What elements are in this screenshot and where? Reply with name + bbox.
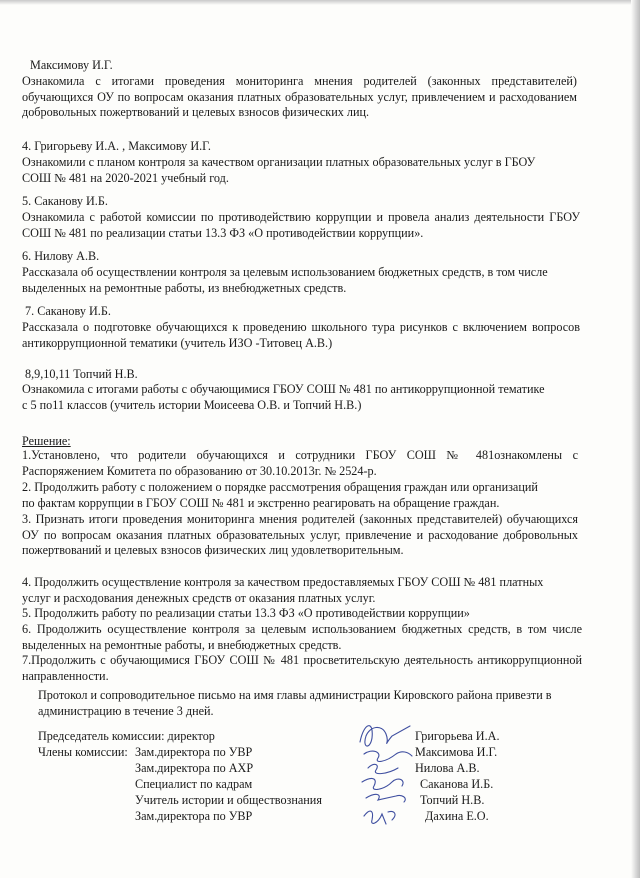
member-role-5: Зам.директора по УВР: [135, 809, 253, 823]
decision-point-4-line-1: 4. Продолжить осуществление контроля за качеством предоставляемых ГБОУ СОШ № 481 платных: [22, 575, 544, 589]
item-6-name: 6. Нилову А.В.: [22, 249, 100, 263]
decision-point-5: 5. Продолжить работу по реализации статьи 13.3 ФЗ «О противодействии коррупции»: [22, 606, 470, 620]
decision-point-6: 6. Продолжить осуществление контроля за целевым использованием бюджетных средств, в том числе выделенных на ремонтные работы, и внебюджетных средств.: [22, 622, 582, 652]
decision-point-2-line-1: 2. Продолжить работу с положением о порядке рассмотрения обращения граждан или организаций: [22, 480, 538, 494]
item-6-text: [22, 265, 580, 296]
decision-point-7: 7.Продолжить с обучающимися ГБОУ СОШ № 481 просветительскую деятельность антикоррупционной направленности.: [22, 653, 582, 683]
scan-edge-right: [631, 0, 640, 878]
signer-name-4: Саканова И.Б.: [420, 777, 494, 791]
decision-point-4-line-2: услуг и расходования денежных средств от оказания платных услуг.: [22, 590, 376, 605]
protocol-line-2: администрацию в течение 3 дней.: [38, 703, 214, 718]
item-6-line-2: выделенных на ремонтные работы, из внебюджетных средств.: [22, 280, 347, 295]
item-8-line-1: Ознакомила с итогами работы с обучающимися ГБОУ СОШ № 481 по антикоррупционной тематике: [22, 382, 545, 396]
member-role-1: Зам.директора по УВР: [135, 745, 253, 759]
decision-heading: Решение:: [22, 434, 71, 448]
item-7-text: Рассказала о подготовке обучающихся к проведению школьного тура рисунков с включением вопросов антикоррупционной тематики (учитель ИЗО -Титовец А.В.): [22, 320, 580, 350]
members-label: Члены комиссии:: [38, 745, 128, 759]
member-role-3: Специалист по кадрам: [135, 777, 253, 791]
item-6-line-1: Рассказала об осуществлении контроля за целевым использованием бюджетных средств, в том числе: [22, 265, 548, 279]
item-8-text: [22, 382, 580, 413]
member-role-2: Зам.директора по АХР: [135, 761, 254, 775]
decision-point-2: [22, 480, 580, 511]
handwritten-signatures: [352, 712, 422, 832]
signer-name-2: Максимова И.Г.: [415, 745, 498, 759]
item-3-text: Ознакомила с итогами проведения мониторинга мнения родителей (законных представителей) обучающихся ОУ по вопросам оказания платных образовательных услуг, привлечением и расходованием добровольных пожертвований и целевых взносов физических лиц.: [22, 74, 577, 120]
signer-name-6: Дахина Е.О.: [425, 809, 489, 823]
item-4-name: 4. Григорьеву И.А. , Максимову И.Г.: [22, 139, 211, 153]
decision-point-1: 1.Установлено, что родители обучающихся и сотрудники ГБОУ СОШ № 481ознакомлены с Распоряжением Комитета по образованию от 30.10.2013г. № 2524-р.: [22, 448, 578, 478]
item-5-text: Ознакомила с работой комиссии по противодействию коррупции и провела анализ деятельности ГБОУ СОШ № 481 по реализации статьи 13.3 ФЗ «О противодействии коррупции».: [22, 210, 580, 240]
item-4-line-1: Ознакомили с планом контроля за качеством организации платных образовательных услуг в ГБОУ: [22, 155, 536, 169]
item-5-name: 5. Саканову И.Б.: [22, 194, 108, 208]
item-8-line-2: с 5 по11 классов (учитель истории Моисеева О.В. и Топчий Н.В.): [22, 397, 362, 412]
signer-name-3: Нилова А.В.: [415, 761, 480, 775]
decision-point-2-line-2: по фактам коррупции в ГБОУ СОШ № 481 и экстренно реагировать на обращение граждан.: [22, 495, 500, 510]
item-8-name: 8,9,10,11 Топчий Н.В.: [25, 367, 138, 381]
signer-name-5: Топчий Н.В.: [420, 793, 485, 807]
item-3-name: Максимову И.Г.: [30, 58, 113, 72]
member-role-4: Учитель истории и обществознания: [135, 793, 322, 807]
chair-label: Председатель комиссии: директор: [38, 729, 215, 743]
item-4-text: [22, 155, 580, 186]
item-7-name: 7. Саканову И.Б.: [25, 304, 111, 318]
decision-point-3: 3. Признать итоги проведения мониторинга мнения родителей (законных представителей) обучающихся ОУ по вопросам оказания платных образовательных услуг, привлечение и расходование добровольных пожертвований и целевых взносов физических лиц удовлетворительным.: [22, 512, 578, 558]
scan-edge-top: [0, 0, 640, 5]
protocol-line-1: Протокол и сопроводительное письмо на имя главы администрации Кировского района привезти в: [38, 688, 552, 702]
item-4-line-2: СОШ № 481 на 2020-2021 учебный год.: [22, 170, 229, 185]
signer-name-1: Григорьева И.А.: [415, 729, 500, 743]
protocol-note: [38, 688, 596, 719]
decision-point-4: [22, 575, 580, 606]
